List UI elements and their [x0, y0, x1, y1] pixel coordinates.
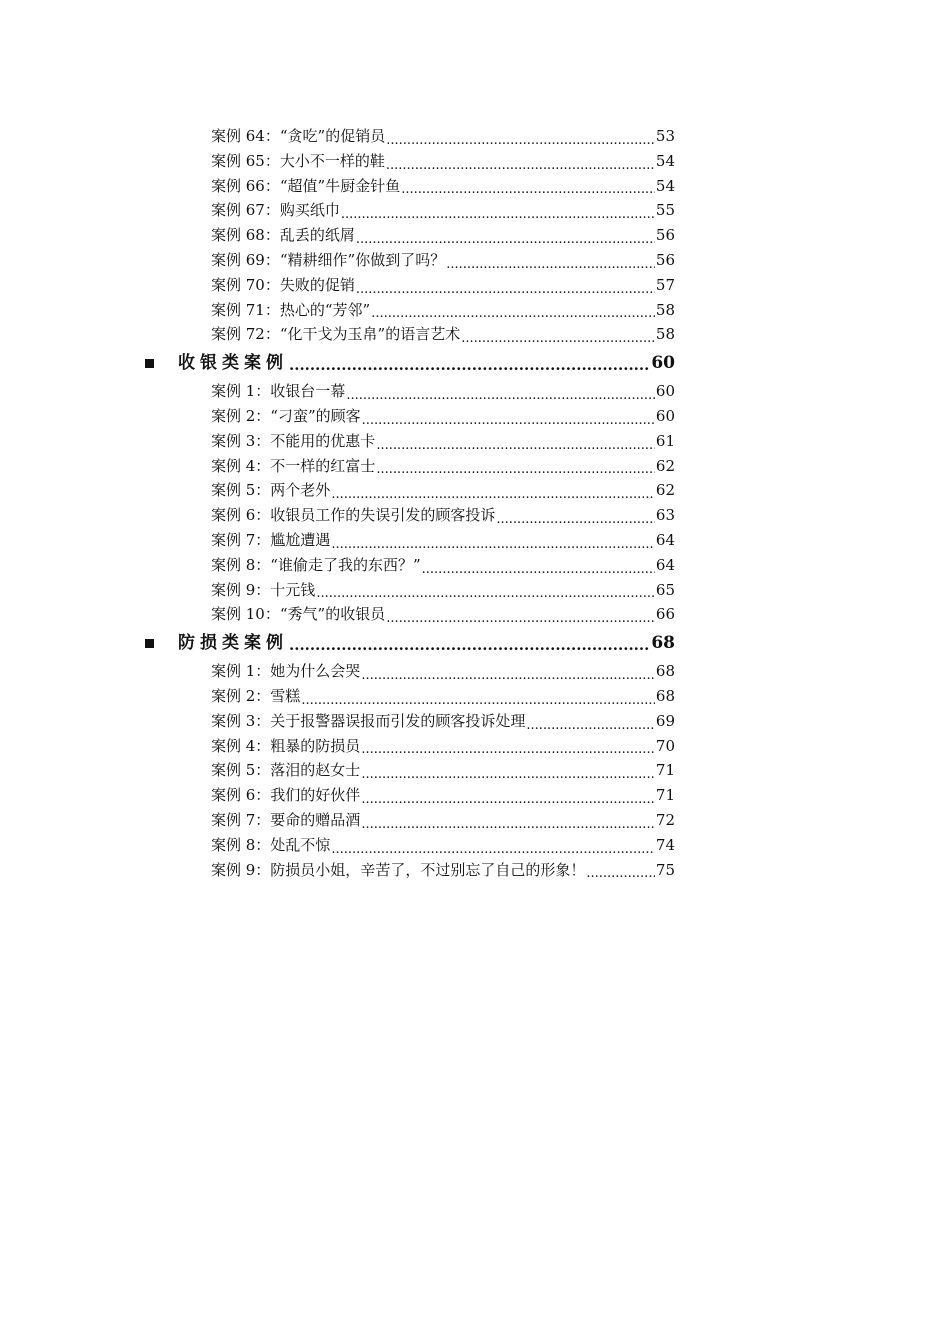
toc-entry-title: 案例 8：“谁偷走了我的东西？”: [211, 555, 421, 574]
toc-entry[interactable]: [211, 503, 675, 528]
toc-entry[interactable]: [211, 404, 675, 429]
toc-page-number: 69: [655, 711, 675, 730]
toc-entry[interactable]: [211, 478, 675, 503]
toc-page-number: 64: [655, 530, 675, 549]
toc-entry-title: 案例 72：“化干戈为玉帛”的语言艺术: [211, 325, 461, 344]
toc-page-number: 56: [655, 250, 675, 269]
toc-page-number: 71: [655, 786, 675, 805]
toc-entry[interactable]: [211, 429, 675, 454]
toc-entry-title: 案例 9：防损员小姐，辛苦了，不过别忘了自己的形象！: [211, 860, 586, 879]
toc-page-number: 53: [655, 127, 675, 145]
toc-page-number: 57: [655, 275, 675, 294]
dot-leader: [401, 174, 655, 199]
toc-page-number: 72: [655, 810, 675, 829]
square-bullet-icon: [145, 359, 154, 368]
toc-entry[interactable]: [211, 174, 675, 199]
dot-leader: [496, 503, 655, 528]
toc-page-number: 68: [655, 662, 675, 681]
toc-entry-title: 案例 68：乱丢的纸屑: [211, 226, 355, 245]
toc-entry[interactable]: [211, 808, 675, 833]
dot-leader: [361, 758, 655, 783]
dot-leader: [361, 734, 655, 759]
dot-leader: [341, 198, 655, 223]
toc-entry[interactable]: [211, 248, 675, 273]
toc-entry[interactable]: [211, 659, 675, 684]
dot-leader: [376, 454, 655, 479]
toc-page-number: 65: [655, 580, 675, 599]
toc-page-number: 75: [655, 860, 675, 879]
toc-entry-title: 案例 67：购买纸巾: [211, 201, 340, 220]
toc-page-number: 58: [655, 300, 675, 319]
dot-leader: [371, 298, 655, 323]
dot-leader: [361, 659, 655, 684]
toc-entry[interactable]: [211, 223, 675, 248]
dot-leader: [586, 858, 655, 883]
dot-leader: [346, 379, 655, 404]
toc-entry[interactable]: [211, 758, 675, 783]
toc-entry-title: 案例 2：雪糕: [211, 686, 301, 705]
toc-entry[interactable]: [211, 198, 675, 223]
toc-page-number: 60: [655, 406, 675, 425]
toc-page-number: 55: [655, 201, 675, 220]
dot-leader: [316, 578, 655, 603]
toc-entry[interactable]: [211, 322, 675, 347]
toc-page-number: 68: [651, 633, 675, 654]
dot-leader: [301, 684, 655, 709]
toc-entry-title: 案例 71：热心的“芳邻”: [211, 300, 371, 319]
dot-leader: [289, 347, 650, 379]
toc-entry-title: 案例 3：不能用的优惠卡: [211, 431, 376, 450]
dot-leader: [331, 833, 655, 858]
toc-entry-title: 案例 7：要命的赠品酒: [211, 810, 361, 829]
toc-entry[interactable]: [211, 454, 675, 479]
toc-page-number: 68: [655, 686, 675, 705]
toc-entry[interactable]: [211, 578, 675, 603]
toc-entry-title: 案例 69：“精耕细作”你做到了吗？: [211, 250, 446, 269]
toc-entry[interactable]: [211, 709, 675, 734]
toc-page-number: 66: [655, 605, 675, 624]
toc-page-number: 62: [655, 481, 675, 500]
dot-leader: [446, 248, 655, 273]
dot-leader: [331, 478, 655, 503]
toc-entry-title: 案例 70：失败的促销: [211, 275, 355, 294]
dot-leader: [386, 602, 655, 627]
table-of-contents: [0, 124, 950, 882]
toc-entry-title: 案例 1：她为什么会哭: [211, 662, 361, 681]
square-bullet-icon: [145, 639, 154, 648]
toc-page-number: 54: [655, 176, 675, 195]
toc-page-number: 62: [655, 456, 675, 475]
dot-leader: [461, 322, 655, 347]
dot-leader: [362, 404, 655, 429]
toc-entry-title: 案例 65：大小不一样的鞋: [211, 151, 385, 170]
toc-section-entry[interactable]: [145, 347, 675, 379]
dot-leader: [361, 783, 655, 808]
toc-entry-title: 案例 66：“超值”牛厨金针鱼: [211, 176, 401, 195]
toc-entry[interactable]: [211, 298, 675, 323]
dot-leader: [361, 808, 655, 833]
toc-entry-title: 案例 4：粗暴的防损员: [211, 736, 361, 755]
toc-entry-title: 案例 3：关于报警器误报而引发的顾客投诉处理: [211, 711, 526, 730]
toc-entry-title: 案例 6：收银员工作的失误引发的顾客投诉: [211, 506, 496, 525]
toc-section-title: 收银类案例: [178, 353, 288, 374]
toc-page-number: 54: [655, 151, 675, 170]
toc-entry-title: 案例 9：十元钱: [211, 580, 316, 599]
toc-section-entry[interactable]: [145, 627, 675, 659]
toc-page-number: 64: [655, 555, 675, 574]
toc-entry-title: 案例 5：落泪的赵女士: [211, 761, 361, 780]
toc-entry-title: 案例 7：尴尬遭遇: [211, 530, 331, 549]
dot-leader: [331, 528, 655, 553]
toc-entry-title: 案例 5：两个老外: [211, 481, 331, 500]
toc-entry[interactable]: [211, 783, 675, 808]
toc-entry[interactable]: [211, 273, 675, 298]
toc-entry[interactable]: [211, 602, 675, 627]
toc-page-number: 63: [655, 506, 675, 525]
toc-entry[interactable]: [211, 553, 675, 578]
toc-page-number: 60: [655, 382, 675, 401]
toc-page-number: 61: [655, 431, 675, 450]
dot-leader: [386, 124, 655, 149]
toc-entry-title: 案例 8：处乱不惊: [211, 835, 331, 854]
toc-entry-title: 案例 10：“秀气”的收银员: [211, 605, 386, 624]
dot-leader: [376, 429, 655, 454]
toc-entry[interactable]: [211, 528, 675, 553]
toc-entry-title: 案例 2：“刁蛮”的顾客: [211, 406, 361, 425]
toc-entry[interactable]: [211, 858, 675, 883]
dot-leader: [356, 223, 655, 248]
toc-page-number: 74: [655, 835, 675, 854]
toc-entry[interactable]: [211, 149, 675, 174]
dot-leader: [422, 553, 655, 578]
toc-page-number: 58: [655, 325, 675, 344]
toc-page-number: 71: [655, 761, 675, 780]
dot-leader: [289, 627, 650, 659]
toc-page-number: 56: [655, 226, 675, 245]
toc-section-title: 防损类案例: [178, 633, 288, 654]
dot-leader: [386, 149, 655, 174]
dot-leader: [526, 709, 655, 734]
toc-entry-title: 案例 1：收银台一幕: [211, 382, 346, 401]
toc-entry[interactable]: [211, 833, 675, 858]
toc-entry[interactable]: [211, 124, 675, 149]
toc-page-number: 70: [655, 736, 675, 755]
toc-entry[interactable]: [211, 379, 675, 404]
toc-entry[interactable]: [211, 684, 675, 709]
toc-entry[interactable]: [211, 734, 675, 759]
toc-page-number: 60: [651, 353, 675, 374]
toc-entry-title: 案例 6：我们的好伙伴: [211, 786, 361, 805]
dot-leader: [356, 273, 655, 298]
toc-entry-title: 案例 64：“贪吃”的促销员: [211, 127, 386, 145]
toc-entry-title: 案例 4：不一样的红富士: [211, 456, 376, 475]
